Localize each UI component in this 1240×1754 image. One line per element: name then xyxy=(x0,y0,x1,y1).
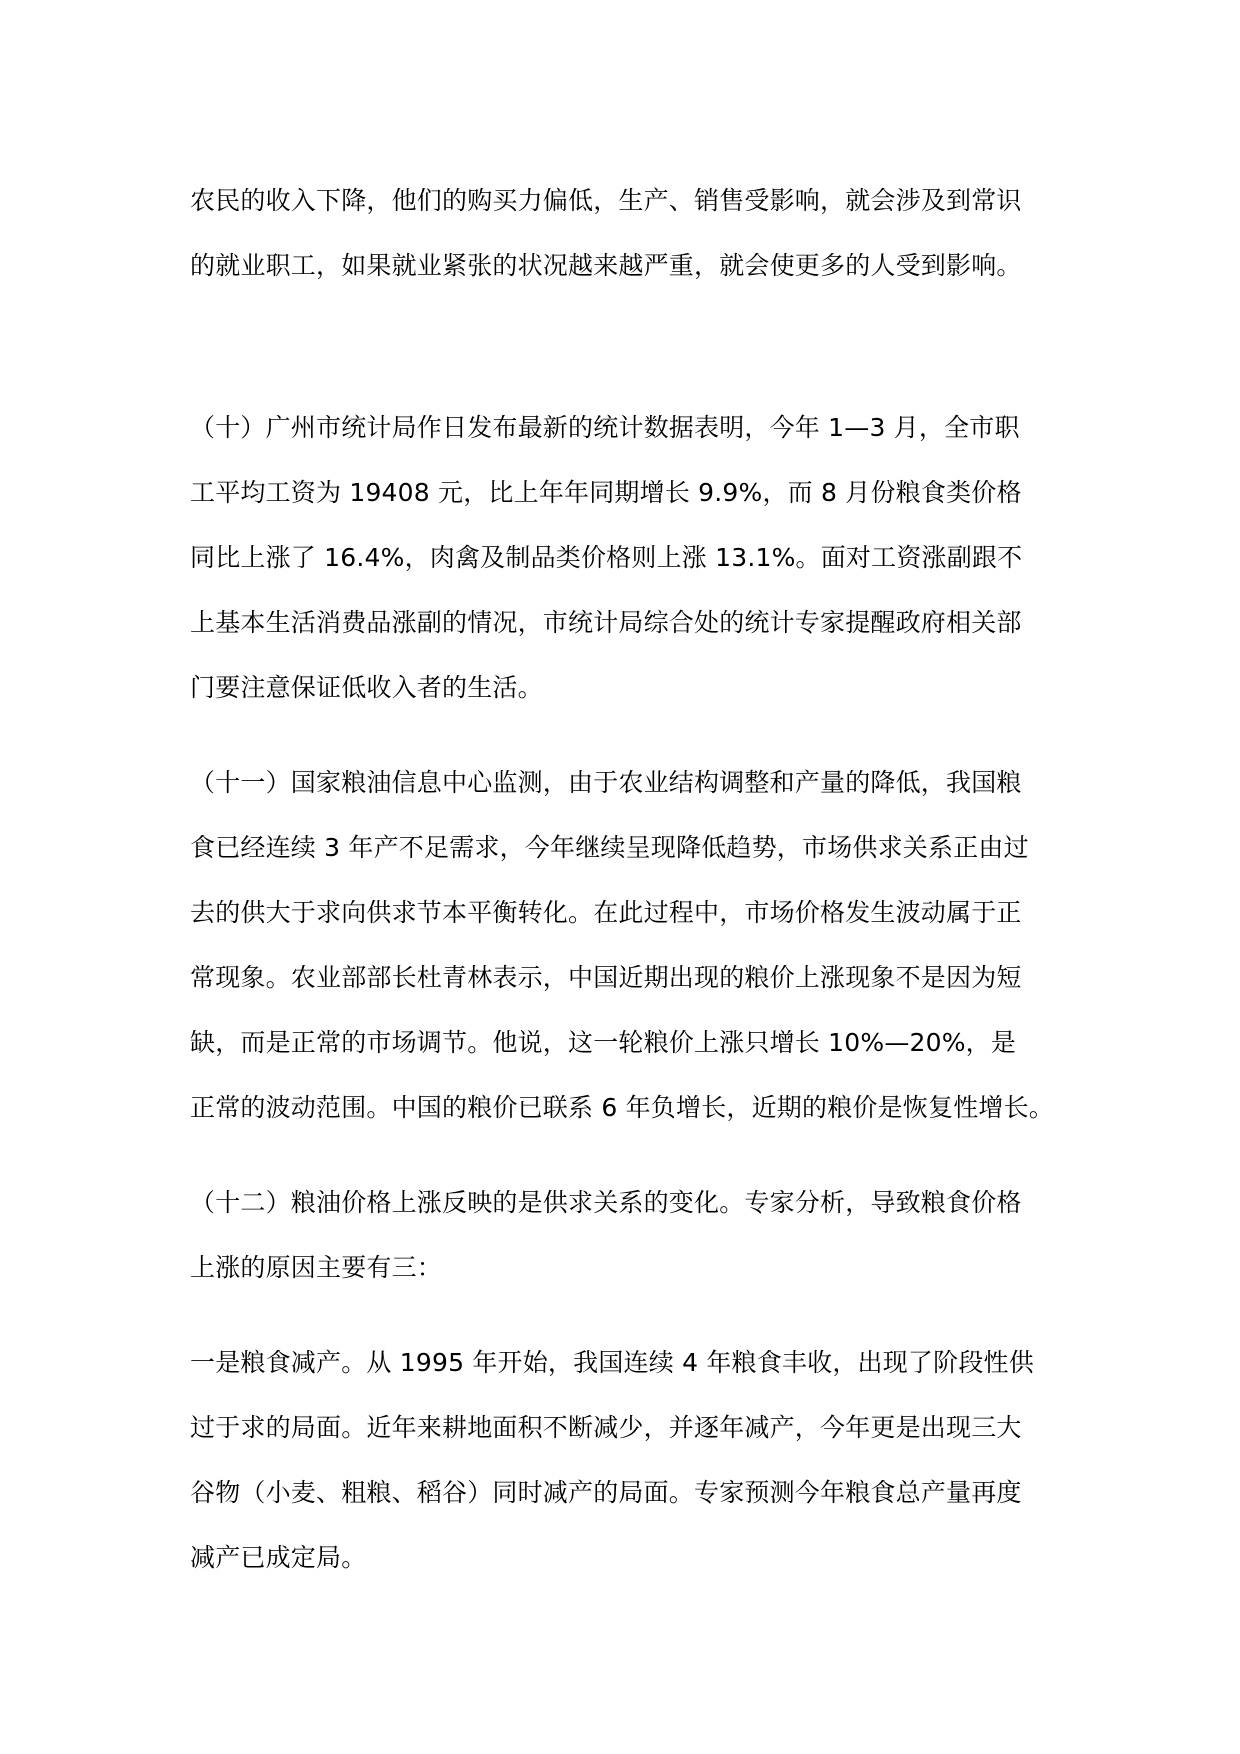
text-line: 缺，而是正常的市场调节。他说，这一轮粮价上涨只增长 10%—20%，是 xyxy=(190,1028,1017,1057)
paragraph-12-price-rise-causes xyxy=(190,1170,1070,1300)
text-line: 上基本生活消费品涨副的情况，市统计局综合处的统计专家提醒政府相关部 xyxy=(190,608,1022,637)
text-line: （十二）粮油价格上涨反映的是供求关系的变化。专家分析，导致粮食价格 xyxy=(190,1188,1022,1217)
text-line: 工平均工资为 19408 元，比上年年同期增长 9.9%，而 8 月份粮食类价格 xyxy=(190,478,1022,507)
paragraph-employment-impact xyxy=(190,168,1070,298)
text-line: 减产已成定局。 xyxy=(190,1543,367,1572)
text-line: 正常的波动范围。中国的粮价已联系 6 年负增长，近期的粮价是恢复性增长。 xyxy=(190,1093,1055,1122)
text-line: 食已经连续 3 年产不足需求，今年继续呈现降低趋势，市场供求关系正由过 xyxy=(190,833,1029,862)
text-line: 同比上涨了 16.4%，肉禽及制品类价格则上涨 13.1%。面对工资涨副跟不 xyxy=(190,543,1023,572)
text-line: （十一）国家粮油信息中心监测，由于农业结构调整和产量的降低，我国粮 xyxy=(190,768,1022,797)
text-line: 过于求的局面。近年来耕地面积不断减少，并逐年减产，今年更是出现三大 xyxy=(190,1413,1022,1442)
paragraph-cause-one-grain-reduction xyxy=(190,1330,1070,1590)
text-line: 谷物（小麦、粗粮、稻谷）同时减产的局面。专家预测今年粮食总产量再度 xyxy=(190,1478,1022,1507)
text-line: 农民的收入下降，他们的购买力偏低，生产、销售受影响，就会涉及到常识 xyxy=(190,186,1022,215)
paragraph-10-guangzhou-statistics xyxy=(190,395,1070,720)
text-line: 常现象。农业部部长杜青林表示，中国近期出现的粮价上涨现象不是因为短 xyxy=(190,963,1022,992)
text-line: 上涨的原因主要有三： xyxy=(190,1253,443,1282)
text-line: 门要注意保证低收入者的生活。 xyxy=(190,673,543,702)
text-line: （十）广州市统计局作日发布最新的统计数据表明，今年 1—3 月，全市职 xyxy=(190,413,1020,442)
paragraph-11-grain-oil-monitoring xyxy=(190,750,1070,1140)
text-line: 去的供大于求向供求节本平衡转化。在此过程中，市场价格发生波动属于正 xyxy=(190,898,1022,927)
text-line: 的就业职工，如果就业紧张的状况越来越严重，就会使更多的人受到影响。 xyxy=(190,251,1022,280)
text-line: 一是粮食减产。从 1995 年开始，我国连续 4 年粮食丰收，出现了阶段性供 xyxy=(190,1348,1034,1377)
